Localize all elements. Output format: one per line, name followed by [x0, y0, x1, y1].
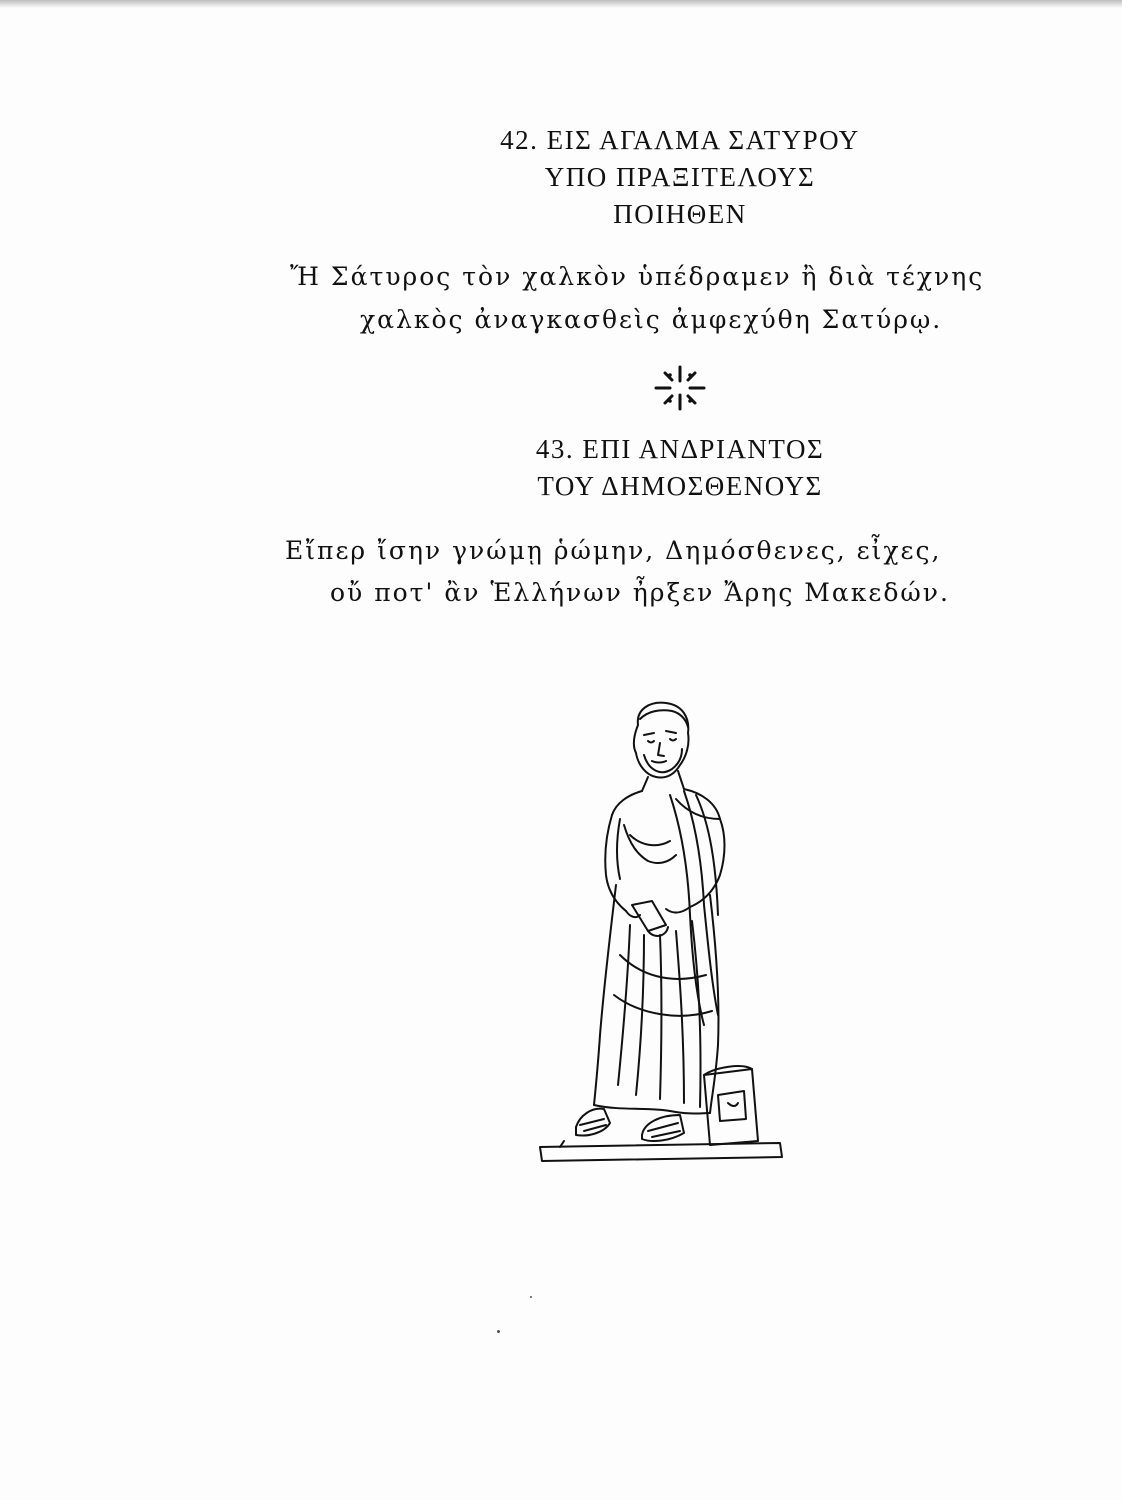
star-rosette-icon [650, 363, 710, 413]
epigram-42-title-line-3: ΠΟΙΗΘΕΝ [613, 199, 747, 229]
epigram-43-verse-line-2: οὔ ποτ' ἂν Ἑλλήνων ἦρξεν Ἄρης Μακεδών. [330, 578, 950, 607]
epigram-42-verse-line-1: Ἤ Σάτυρος τὸν χαλκὸν ὑπέδραμεν ἢ διὰ τέχνης [290, 262, 985, 291]
epigram-43-title [440, 431, 920, 505]
epigram-42-verse-line-2: χαλκὸς ἀναγκασθεὶς ἀμφεχύθη Σατύρῳ. [360, 305, 943, 334]
epigram-43-title-line-1: 43. ΕΠΙ ΑΝΔΡΙΑΝΤΟΣ [535, 434, 825, 464]
epigram-43-title-line-2: ΤΟΥ ΔΗΜΟΣΘΕΝΟΥΣ [537, 471, 823, 501]
paper-speck [497, 1330, 500, 1333]
demosthenes-statue-drawing [520, 695, 800, 1175]
epigram-43-verse-line-1: Εἴπερ ἴσην γνώμῃ ῥώμην, Δημόσθενες, εἶχες, [285, 536, 942, 565]
epigram-42-title [420, 122, 940, 233]
epigram-42-title-line-2: ΥΠΟ ΠΡΑΞΙΤΕΛΟΥΣ [544, 162, 816, 192]
epigram-42-title-line-1: 42. ΕΙΣ ΑΓΑΛΜΑ ΣΑΤΥΡΟΥ [500, 125, 860, 155]
paper-speck [530, 1296, 532, 1298]
page-edge-shadow [0, 0, 1122, 8]
